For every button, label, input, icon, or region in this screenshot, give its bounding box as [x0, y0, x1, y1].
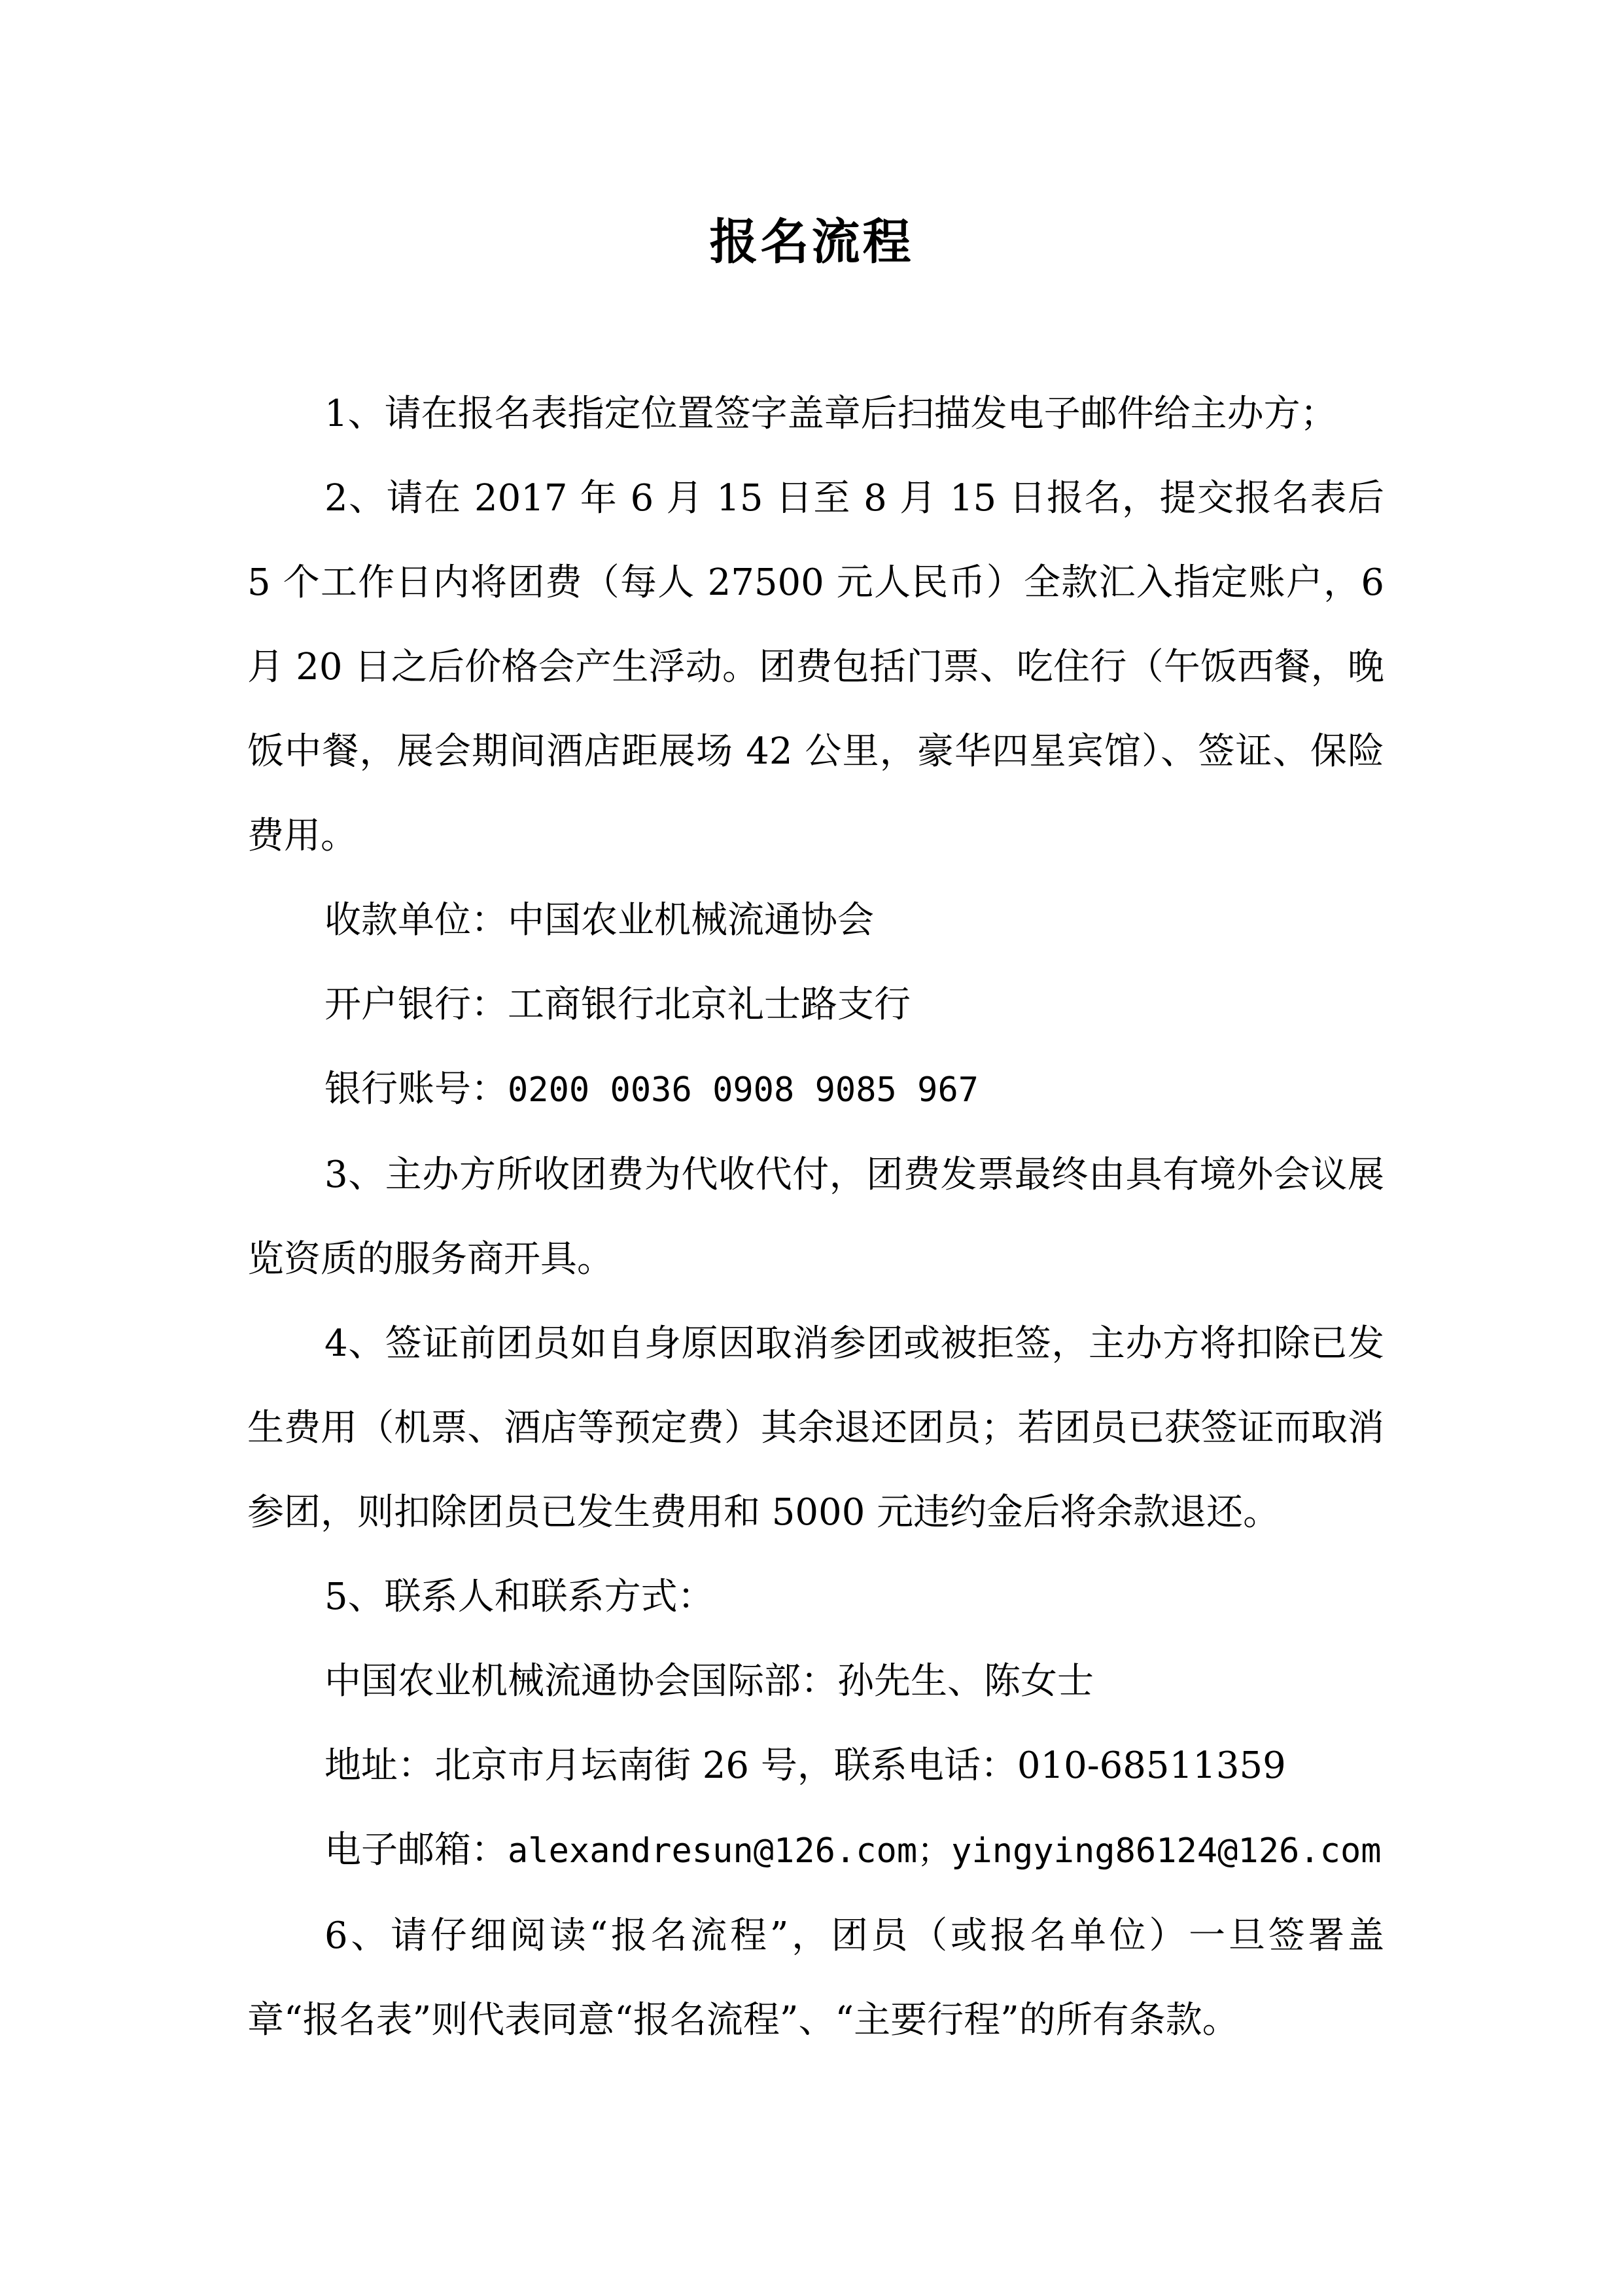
- page-title: 报名流程: [709, 214, 914, 270]
- account-label: 银行账号：: [324, 1068, 508, 1110]
- contact-dept-line: 中国农业机械流通协会国际部：孙先生、陈女士: [324, 1660, 1094, 1703]
- account-line: [247, 1047, 1384, 1133]
- item-1: 1、请在报名表指定位置签字盖章后扫描发电子邮件给主办方；: [324, 393, 1337, 435]
- document-body: [247, 372, 1384, 2062]
- item-3: 3、主办方所收团费为代收代付，团费发票最终由具有境外会议展览资质的服务商开具。: [247, 1154, 1384, 1280]
- account-number: 0200 0036 0908 9085 967: [508, 1070, 979, 1110]
- item-2: 2、请在 2017 年 6 月 15 日至 8 月 15 日报名，提交报名表后 5 个工作日内将团费（每人 27500 元人民币）全款汇入指定账户，6 月 20 日之后价格会产生浮动。团费包括门票、吃住行（午饭西餐，晚饭中餐，展会期间酒店距展场 42 公里，豪华四星宾馆）、签证、保险费用。: [247, 477, 1384, 857]
- email-value: alexandresun@126.com；yingying86124@126.com: [508, 1831, 1382, 1871]
- item-4: 4、签证前团员如自身原因取消参团或被拒签，主办方将扣除已发生费用（机票、酒店等预定费）其余退还团员；若团员已获签证而取消参团，则扣除团员已发生费用和 5000 元违约金后将余款退还。: [247, 1322, 1384, 1534]
- item-5: 5、联系人和联系方式：: [324, 1576, 714, 1618]
- address-line: 地址：北京市月坛南街 26 号，联系电话：010-68511359: [324, 1744, 1286, 1787]
- email-label: 电子邮箱：: [324, 1829, 508, 1871]
- bank-line: 开户银行：工商银行北京礼士路支行: [324, 983, 911, 1026]
- item-6: 6、请仔细阅读“报名流程”，团员（或报名单位）一旦签署盖章“报名表”则代表同意“报名流程”、“主要行程”的所有条款。: [247, 1915, 1384, 2041]
- email-line: [247, 1808, 1384, 1894]
- payee-line: 收款单位：中国农业机械流通协会: [324, 899, 874, 942]
